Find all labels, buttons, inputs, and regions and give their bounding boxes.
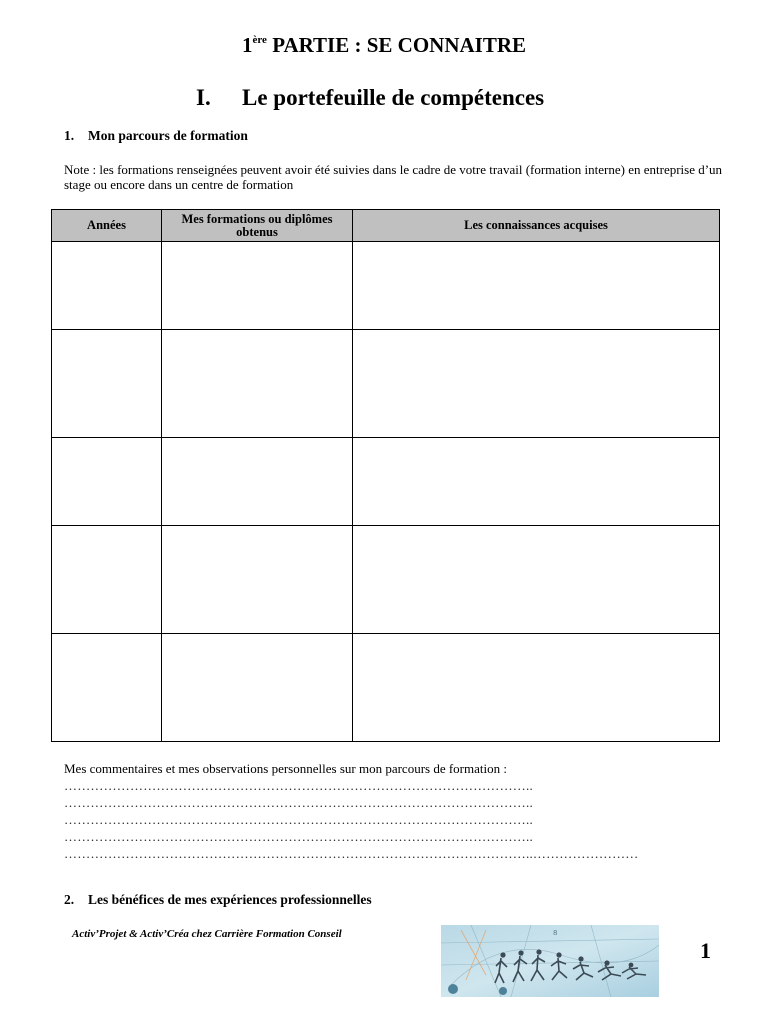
svg-text:8: 8 [553,929,558,937]
cell-formations[interactable] [162,634,353,742]
comments-label: Mes commentaires et mes observations personnelles sur mon parcours de formation : [64,761,507,776]
cell-connaissances[interactable] [353,634,720,742]
running-figures-illustration [441,925,659,997]
table-row [52,526,720,634]
cell-connaissances[interactable] [353,242,720,330]
part-title: 1ère PARTIE : SE CONNAITRE [241,33,527,57]
cell-formations[interactable] [162,242,353,330]
page-number: 1 [700,938,711,963]
section-title [196,85,544,111]
cell-connaissances[interactable] [353,526,720,634]
comments-block [64,760,639,862]
cell-formations[interactable] [162,330,353,438]
header-annees: Années [52,210,162,242]
formation-table [51,209,720,742]
cell-annees[interactable] [52,242,162,330]
part-title-superscript: ère [252,34,267,46]
cell-annees[interactable] [52,438,162,526]
comment-line-4[interactable]: …………………………………………………………………………………………….. [64,829,533,844]
cell-connaissances[interactable] [353,330,720,438]
comment-line-1[interactable]: …………………………………………………………………………………………….. [64,778,533,793]
cell-annees[interactable] [52,330,162,438]
cell-annees[interactable] [52,526,162,634]
table-row [52,438,720,526]
cell-connaissances[interactable] [353,438,720,526]
cell-annees[interactable] [52,634,162,742]
table-row [52,330,720,438]
footer-text: Activ’Projet & Activ’Créa chez Carrière Formation Conseil [72,928,342,940]
subsection-2-title: 2. Les bénéfices de mes expériences professionnelles [64,892,372,907]
note-text: Note : les formations renseignées peuvent avoir été suivies dans le cadre de votre travail (formation interne) en entreprise d’un stage ou encore dans un centre de formation [64,162,723,192]
table-header-row [52,210,720,242]
cell-formations[interactable] [162,526,353,634]
cell-formations[interactable] [162,438,353,526]
section-number: I. [196,85,211,110]
section-title-text: Le portefeuille de compétences [242,85,545,110]
subsection-1-title: 1. Mon parcours de formation [64,128,248,143]
comment-line-3[interactable]: …………………………………………………………………………………………….. [64,812,533,827]
header-connaissances: Les connaissances acquises [353,210,720,242]
table-row [52,634,720,742]
comment-line-2[interactable]: …………………………………………………………………………………………….. [64,795,533,810]
comment-line-5[interactable]: ……………………………………………………………………………………………..…………………… [64,846,639,861]
header-formations: Mes formations ou diplômes obtenus [162,210,353,242]
table-row [52,242,720,330]
